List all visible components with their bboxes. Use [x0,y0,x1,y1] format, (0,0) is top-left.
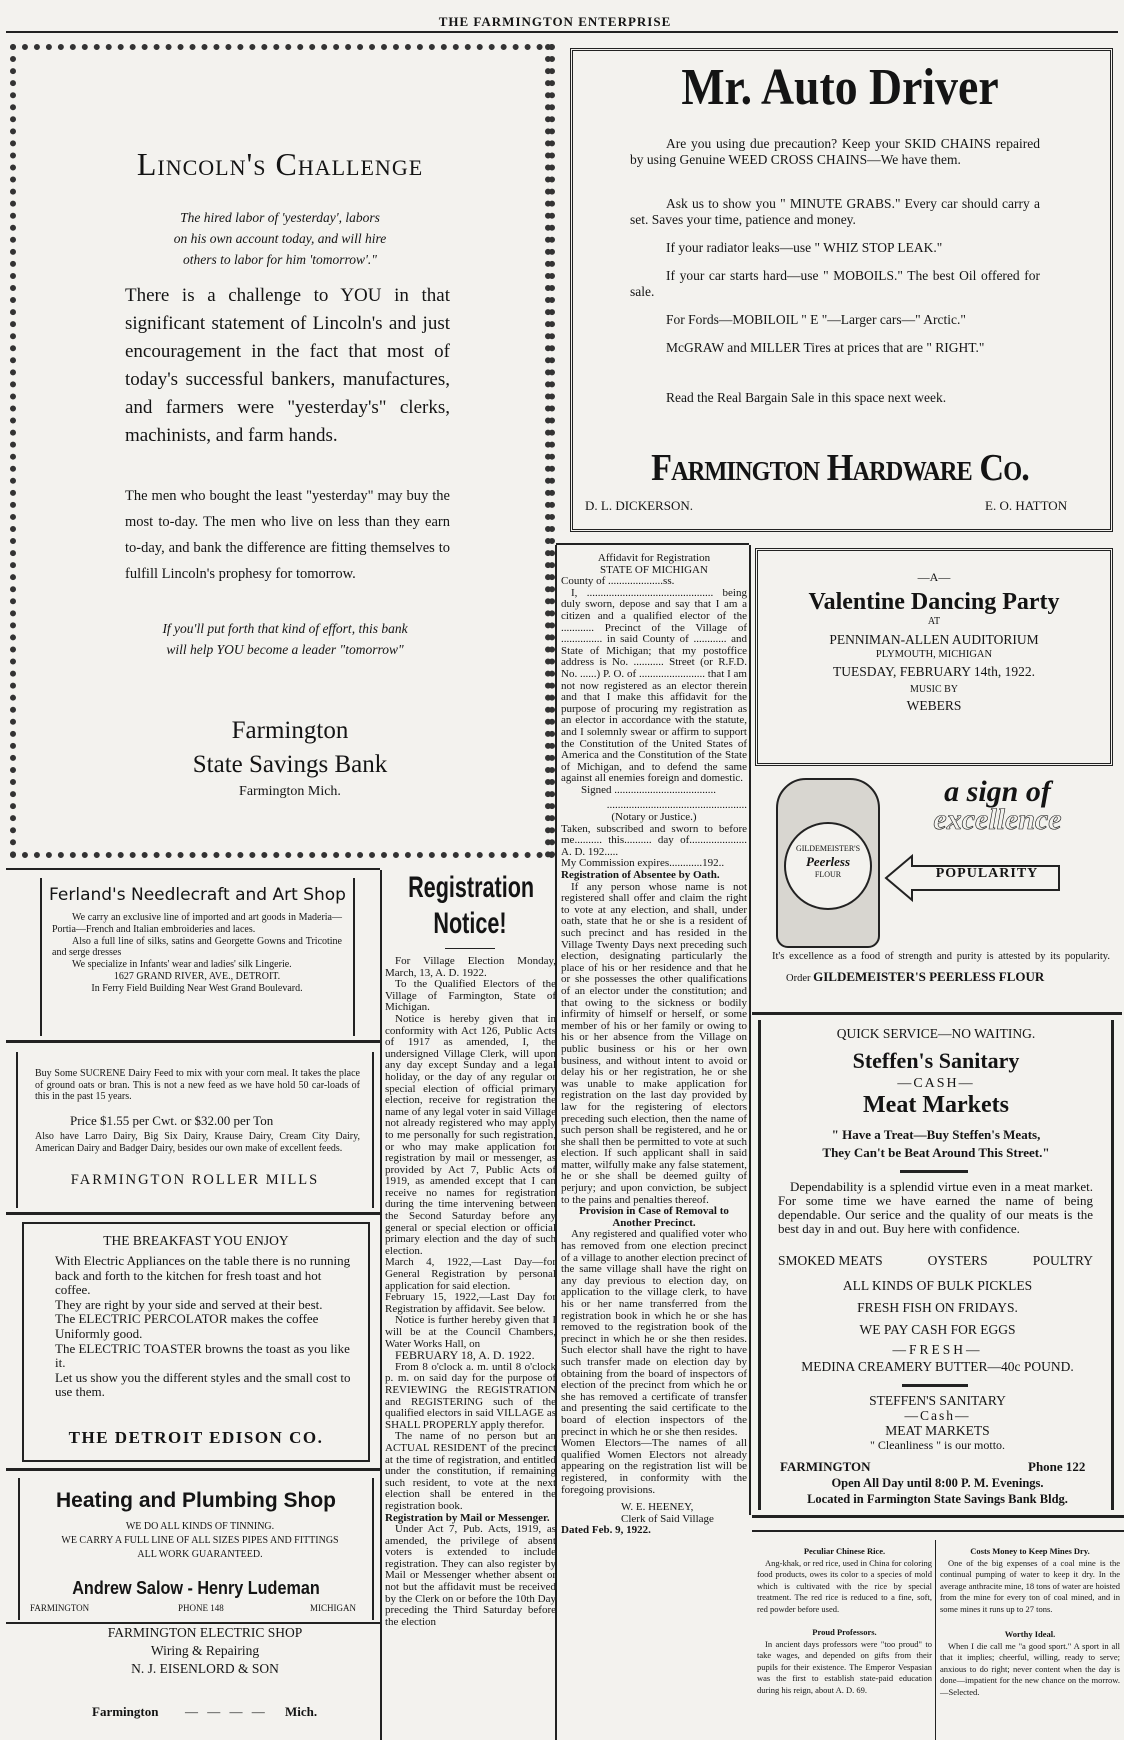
roller-mills-name: FARMINGTON ROLLER MILLS [70,1172,320,1188]
copy-line: Ask us to show you " MINUTE GRABS." Every car should carry a set. Saves your time, patience and money. [630,196,1040,227]
item-body: When I die call me "a good sport." A sport in all that it implies; cheerful, willing, ready to serve; anxious to do right; never content when the day is done—impatient for the new chance on the morrow.—Selected. [940,1640,1120,1697]
paragraph: For Village Election Monday, March, 13, A. D. 1922. [385,956,556,979]
item-title: Costs Money to Keep Mines Dry. [970,1546,1090,1556]
ad-line: WE CARRY A FULL LINE OF ALL SIZES PIPES AND FITTINGS [61,1535,339,1546]
valentine-hall: PENNIMAN-ALLEN AUDITORIUM [829,632,1039,647]
ad-line: WE PAY CASH FOR EGGS [859,1322,1016,1337]
slogan-line: excellence [933,803,1062,836]
steffens-products [778,1253,1093,1269]
absentee-heading: Registration of Absentee by Oath. [561,869,720,882]
ferland-copy [52,912,342,995]
bank-signature [150,714,430,802]
slogan-line: a sign of [944,775,1051,808]
quote-line: others to labor for him 'tomorrow'." [183,252,377,267]
dated-line: Dated Feb. 9, 1922. [561,1524,651,1537]
location: Located in Farmington State Savings Bank Bldg. [807,1492,1068,1506]
electric-state: Mich. [285,1704,318,1719]
ad-line: ALL KINDS OF BULK PICKLES [842,1278,1033,1293]
heating-town: FARMINGTON [30,1603,90,1613]
affidavit-taken: Taken, subscribed and sworn to before me.......... this.......... day of..................... A. D. 192..... [561,822,747,858]
lincoln-title: Lincoln's Challenge [136,146,424,182]
order-label: Order [786,973,811,984]
copy-line: For Fords—MOBILOIL " E "—Larger cars—" Arctic." [666,312,966,327]
footer-line: —Cash— [904,1408,971,1423]
closing-line: If you'll put forth that kind of effort, this bank [162,621,408,636]
divider [900,1170,968,1173]
quote-line: They Can't be Beat Around This Street." [822,1145,1050,1160]
column-rule [935,1540,936,1740]
section-rule [752,1515,1124,1518]
section-rule [6,868,380,870]
notary-label: (Notary or Justice.) [611,811,697,824]
heating-copy [50,1520,350,1562]
footer-line: " Cleanliness " is our motto. [869,1438,1006,1452]
copy-line: Read the Real Bargain Sale in this space next week. [666,390,947,405]
clerk-name: W. E. HEENEY, [621,1501,694,1514]
address: 1627 GRAND RIVER, AVE., DETROIT. [113,970,281,982]
paragraph: With Electric Appliances on the table there is no running back and forth to the kitchen for fresh toast and hot coffee. [55,1253,351,1298]
lincoln-body: There is a challenge to YOU in that significant statement of Lincoln's and just encouragement in the fact that most of today's successful bankers, manufactures, and farmers were "yesterday's" clerks, machinists, and farm hands. [125,285,450,446]
electric-shop-ad [80,1624,330,1678]
removal-paragraph: Any registered and qualified voter who has removed from one election precinct of a village to another election precinct of the same village shall have the right on any day previous to election day, on application to the village clerk, to have his or her name transferred from the registration book in which he or she has removed to the registration book of the precinct in which he or she then resides. Such elector shall have the right to have such transfer made on election day by obtaining from the board of inspectors of election of the precinct from which he or she has removed a certificate of transfer and presenting the said certificate to the board of election inspectors of the precinct in which he or she then resides. [561,1228,747,1438]
masthead-title: THE FARMINGTON ENTERPRISE [438,14,672,29]
sack-label-line: FLOUR [814,870,842,879]
paragraph: The name of no person but an ACTUAL RESIDENT of the precinct at the time of registration, and entitled under the constitution, if remaining such resident, to vote at the next election shall be entered in the registration book. [385,1430,556,1512]
product: OYSTERS [927,1253,988,1268]
review-date: FEBRUARY 18, A. D. 1922. [395,1348,535,1363]
heating-title: Heating and Plumbing Shop [56,1489,336,1512]
valentine-at: AT [927,616,941,627]
edison-title: THE BREAKFAST YOU ENJOY [103,1233,289,1248]
steffens-quote [760,1126,1112,1162]
valentine-music: MUSIC BY [909,684,959,695]
paragraph: February 15, 1922,—Last Day for Registration by affidavit. See below. [385,1291,556,1315]
product: POULTRY [1032,1253,1093,1268]
header-rule [6,31,1118,33]
proprietor-right: E. O. HATTON [985,498,1068,513]
electric-town: Farmington [92,1704,159,1719]
quote-line: " Have a Treat—Buy Steffen's Meats, [831,1127,1041,1142]
registration-title [408,870,535,942]
steffens-footer [770,1393,1105,1453]
affidavit-state: STATE OF MICHIGAN [600,563,708,576]
slogan [885,775,1110,836]
paragraph: They are right by your side and served at their best. [55,1296,323,1312]
copy-line: If your radiator leaks—use " WHIZ STOP LEAK." [666,240,943,255]
clerk-title: Clerk of Said Village [621,1512,714,1525]
bank-name-line: State Savings Bank [192,751,388,778]
steffens-phone: Phone 122 [1028,1459,1086,1474]
quote-line: on his own account today, and will hire [173,231,387,246]
steffens-body: Dependability is a splendid virtue even in a meat market. For some time we have earned the name of being dependable. Our serice and the quality of our meats is the best day in and out. Buy here with confidence. [778,1179,1093,1236]
column-rule [380,870,382,1740]
valentine-city: PLYMOUTH, MICHIGAN [875,649,993,660]
electric-shop-title: FARMINGTON ELECTRIC SHOP [107,1625,303,1640]
electric-shop-owner: N. J. EISENLORD & SON [131,1661,279,1676]
paragraph: Also a full line of silks, satins and Georgette Gowns and Tricotine and serge dresses [52,935,342,959]
title-line: Registration [408,871,535,904]
footer-line: STEFFEN'S SANITARY [869,1393,1006,1408]
paragraph: We carry an exclusive line of imported and art goods in Maderia—Portia—French and Italian embroideries and laces. [52,912,342,935]
closing-line: will help YOU become a leader "tomorrow" [166,642,404,657]
mail-heading: Registration by Mail or Messenger. [385,1511,550,1524]
ad-line: ALL WORK GUARANTEED. [137,1549,263,1560]
product: SMOKED MEATS [778,1253,883,1268]
valentine-title: Valentine Dancing Party [808,589,1060,615]
location: In Ferry Field Building Near West Grand Boulevard. [91,982,303,994]
section-rule [752,1530,1124,1532]
electric-dashes: — — — — [185,1704,268,1719]
paragraph: To the Qualified Electors of the Village of Farmington, State of Michigan. [385,978,556,1014]
edison-logo: THE DETROIT EDISON CO. [68,1428,324,1447]
electric-shop-sub: Wiring & Repairing [150,1643,260,1658]
quote-line: The hired labor of 'yesterday', labors [180,210,380,225]
ferland-title: Ferland's Needlecraft and Art Shop [49,885,346,905]
section-rule [6,1212,380,1215]
item-body: One of the big expenses of a coal mine is the continual pumping of water to keep it dry. In the average anthracite mine, 18 tons of water are hoisted from the mine for every ton of coal mined, and in some mines it runs up to 27 tons. [940,1557,1120,1614]
steffens-cash: —CASH— [897,1076,975,1091]
section-rule [6,1040,380,1043]
column-rule [749,545,751,1515]
roller-copy-2: Also have Larro Dairy, Big Six Dairy, Krause Dairy, Cream City Dairy, American Dairy and Badger Dairy, besides our own make of excellent feeds. [35,1131,360,1154]
steffens-markets: Meat Markets [863,1092,1009,1118]
item-title: Peculiar Chinese Rice. [803,1546,886,1556]
affidavit-county: County of ....................ss. [561,575,675,588]
ad-line: FRESH FISH ON FRIDAYS. [857,1300,1018,1315]
ad-line: MEDINA CREAMERY BUTTER—40c POUND. [801,1359,1074,1374]
commission-expires: My Commission expires............192.. [561,857,725,870]
item-body: Ang-khak, or red rice, used in China for coloring food products, owes its color to a species of mold which is cultivated with the rice by special treatment. The red rice is reduced to a fine, soft, red powder before used. [757,1557,932,1614]
misc-column-right [940,1546,1120,1698]
column-rule [556,543,749,545]
registration-column [385,956,556,1740]
ad-line: —FRESH— [892,1342,983,1357]
flour-caption [772,947,1110,989]
bank-location: Farmington Mich. [239,784,341,799]
item-body: In ancient days professors were "too proud" to take wages, and depended on gifts from their pupils for their existence. The Emperor Vespasian was the first to establish state-paid education during his reign, about A. D. 69. [757,1638,932,1695]
bank-name-line: Farmington [231,717,349,744]
steffens-top: QUICK SERVICE—NO WAITING. [836,1026,1036,1041]
affidavit-body: I, .............................................. being duly sworn, depose and say that I am a citizen and a qualified elector of the ............ Precinct of the Village of ............... in said County of ............ and State of Michigan; that my postoffice address is No. ........... Street (or R.F.D. No. ......) P. O. of ........................ that I am not now registered as an elector therein and that I make this affidavit for the purpose of procuring my registration as an elector in accordance with the statute, and I solemnly swear or affirm to support the Constitution of the United States of America and the Constitution of the State of Michigan, and to defend the same against all enemies foreign and domestic. [561,586,747,785]
auto-driver-copy [630,136,1040,406]
proprietor-left: D. L. DICKERSON. [585,498,693,513]
flour-sack-illustration [776,778,880,948]
removal-heading: Provision in Case of Removal to Another Precinct. [579,1205,729,1229]
paragraph: From 8 o'clock a. m. until 8 o'clock p. m. on said day for the purpose of REVIEWING the REGISTRATION and REGISTERING such of the qualified electors in said VILLAGE as SHALL PROPERLY apply therefor. [385,1360,556,1431]
divider [902,1384,968,1387]
ornamental-border [545,44,551,858]
popularity-label: POPULARITY [935,866,1039,881]
paragraph: The ELECTRIC PERCOLATOR makes the coffee Uniformly good. [55,1311,319,1341]
sack-label [784,822,872,910]
paragraph: Notice is further hereby given that I will be at the Council Chambers, Water Works Hall, on [385,1314,556,1350]
footer-line: MEAT MARKETS [885,1423,990,1438]
section-rule [752,1012,1122,1015]
valentine-a: —A— [917,570,951,584]
paragraph: We specialize in Infants' wear and ladies' silk Lingerie. [72,959,292,971]
lincoln-quote [80,207,480,270]
copy-line: Are you using due precaution? Keep your SKID CHAINS repaired by using Genuine WEED CROSS CHAINS—We have them. [630,136,1040,167]
paragraph: Let us show you the different styles and the small cost to use them. [55,1369,351,1400]
flour-brand: GILDEMEISTER'S PEERLESS FLOUR [813,969,1045,984]
signature-line: ................................................... [606,799,747,812]
women-electors-paragraph: Women Electors—The names of all qualified Women Electors not already appearing on the registration list will be registered, in conformity with the foregoing provisions. [561,1437,747,1496]
hours: Open All Day until 8:00 P. M. Evenings. [831,1476,1044,1490]
ad-line: WE DO ALL KINDS OF TINNING. [125,1521,275,1532]
title-line: Notice! [433,907,507,940]
valentine-band: WEBERS [906,698,962,713]
lincoln-body-2: The men who bought the least "yesterday" may buy the most to-day. The men who live on less than they earn to-day, and bank the difference are fitting themselves to fulfill Lincoln's prophesy for tomorrow. [125,488,450,582]
roller-copy: Buy Some SUCRENE Dairy Feed to mix with your corn meal. It takes the place of ground oats or bran. This is not a new feed as we have hold 50 car-loads of this in the past 15 years. [35,1068,360,1102]
item-title: Proud Professors. [812,1627,877,1637]
copy-line: If your car starts hard—use " MOBOILS." The best Oil offered for sale. [630,268,1040,299]
section-rule [6,1468,380,1471]
divider [445,948,495,949]
misc-column-left [757,1546,932,1696]
absentee-paragraph: If any person whose name is not registered shall offer and claim the right to vote at any election, and shall, under oath, state that he or she is a resident of such precinct and has resided in the Village Twenty Days next preceding such election, designating particularly the place of his or her residence and that he or she possesses the other qualifications of an elector under the constitution; and that owing to the sickness or bodily infirmity of himself or herself, or some member of his or her family or owing to his or her absence from the Village on public business or his or her own business, and without intent to avoid or delay his or her registration, he or she was unable to make application for registration on the last day provided by law for the registering of electors preceding such election, then the name of such person shall be registered, and he or she shall then be permitted to vote at such election. If such applicant shall in said matter, wilfully make any false statement, he or she shall be deemed guilty of perjury; and upon conviction, be subject to the pains and penalties thereof. [561,880,747,1206]
affidavit-column [561,553,747,1740]
feed-price: Price $1.55 per Cwt. or $32.00 per Ton [70,1113,274,1128]
auto-driver-title: Mr. Auto Driver [681,59,999,116]
edison-copy [55,1254,355,1400]
sack-label-line: GILDEMEISTER'S [795,844,861,853]
copy-line: McGRAW and MILLER Tires at prices that are " RIGHT." [666,340,985,355]
steffens-hours [770,1475,1105,1507]
caption-text: It's excellence as a food of strength and purity is attested by its popularity. [772,951,1110,962]
paragraph: Under Act 7, Pub. Acts, 1919, as amended, the privilege of absent voters is extended to include registration. They can also register by Mail or Messenger whether absent or not but the affidavit must be received by the Clerk on or before the 10th Day preceding the Third Saturday before the election [385,1523,556,1628]
hardware-logo: Farmington Hardware Co. [651,447,1029,489]
lincoln-closing [100,618,470,660]
item-title: Worthy Ideal. [1004,1629,1056,1639]
paragraph: The ELECTRIC TOASTER browns the toast as you like it. [55,1340,350,1371]
steffens-name: Steffen's Sanitary [852,1048,1020,1073]
paragraph: Notice is hereby given that in conformity with Act 126, Public Acts of 1917 as amended, I, the undersigned Village Clerk, will upon any day except Sunday and a legal holiday, or the day of any regular or special election of official primary election, receive for registration the name of any legal voter in said Village not already registered who may apply to me personally for such registration, or who may make application for registration by mail or messenger, as provided by Act 7, Public Acts of 1919, as amended except that I can receive no names for registration during the time intervening between the Second Saturday before any general or special election or official primary election and the day of such election. [385,1012,556,1257]
steffens-town: FARMINGTON [780,1459,871,1474]
heating-state: MICHIGAN [310,1603,356,1613]
paragraph: March 4, 1922,—Last Day—for General Registration by personal application for said election. [385,1256,556,1292]
heating-proprietors: Andrew Salow - Henry Ludeman [72,1578,320,1598]
valentine-date: TUESDAY, FEBRUARY 14th, 1922. [832,664,1036,679]
steffens-lines [770,1275,1105,1375]
heating-phone: PHONE 148 [178,1603,224,1613]
sack-label-line: Peerless [805,854,851,869]
affidavit-title: Affidavit for Registration [597,553,711,564]
affidavit-signed: Signed ..................................... [581,783,717,796]
